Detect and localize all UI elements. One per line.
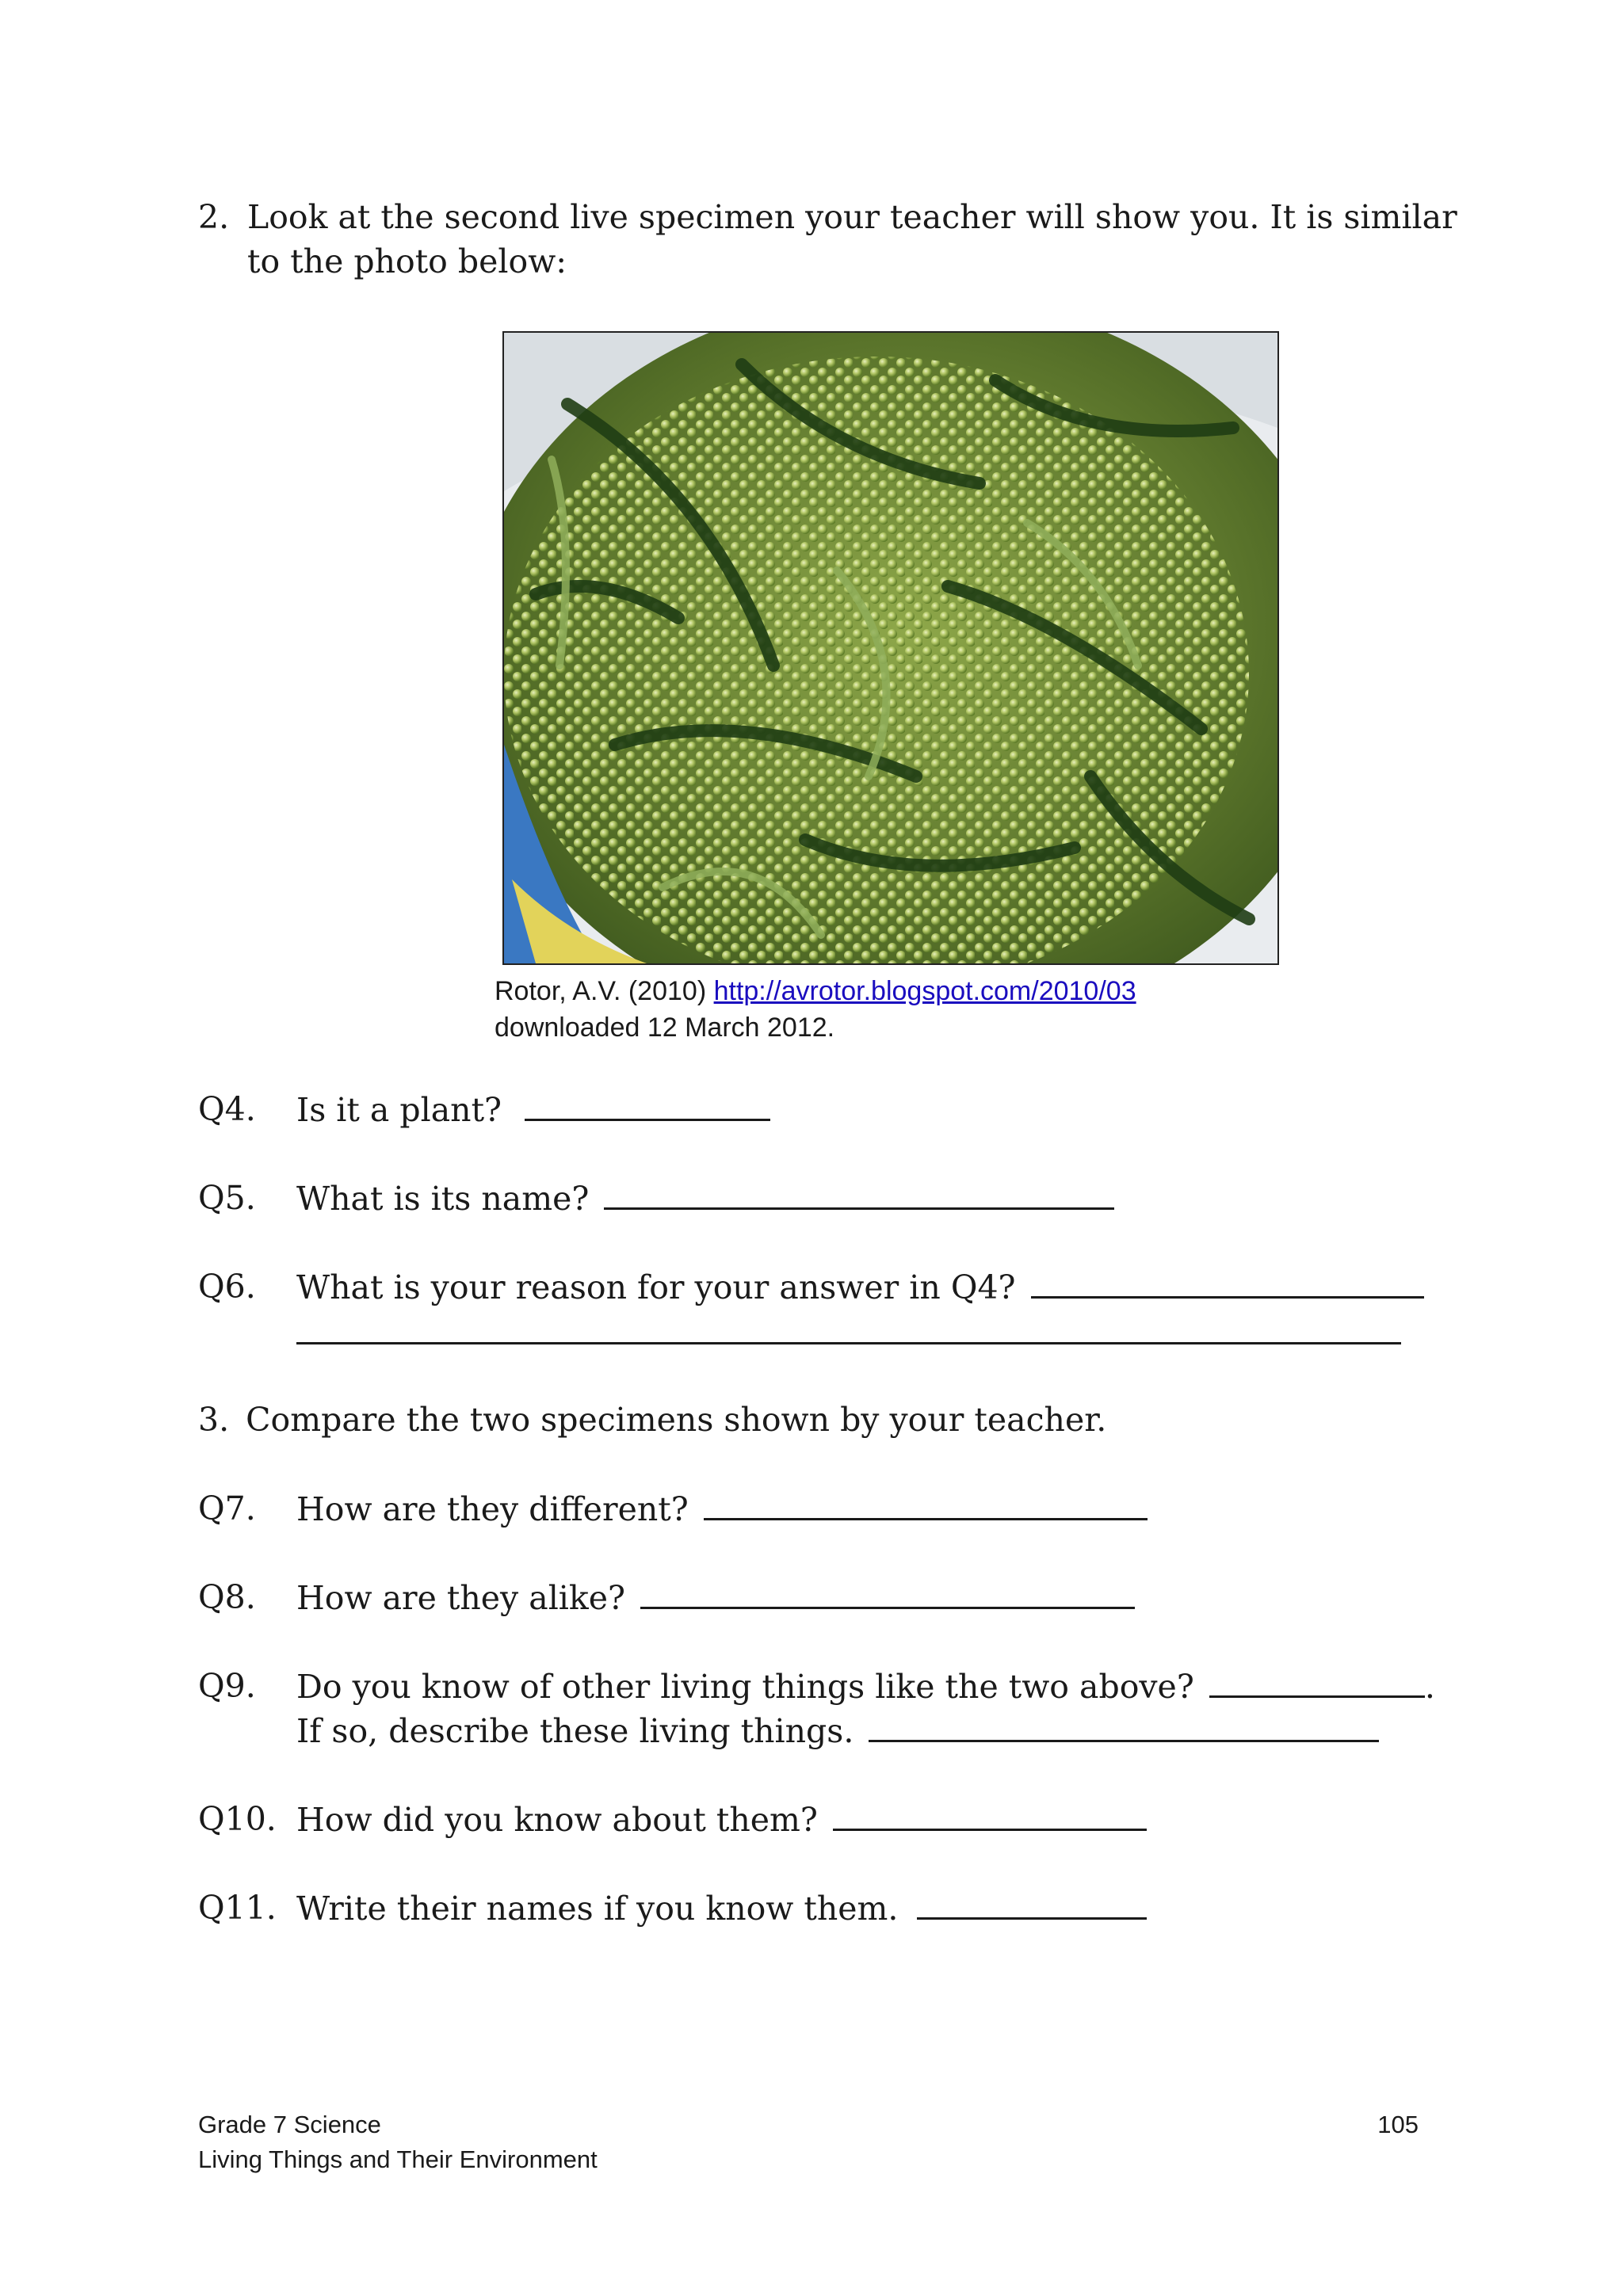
q8-label: How are they alike? xyxy=(296,1579,626,1617)
q5-label: What is its name? xyxy=(296,1180,590,1218)
q6-number: Q6. xyxy=(198,1268,256,1306)
item-3-number: 3. xyxy=(198,1401,230,1439)
item-2-line-1: Look at the second live specimen your teacher will show you. It is similar xyxy=(247,198,1457,236)
q4-text xyxy=(296,1087,770,1132)
q9-text-line-2 xyxy=(296,1708,1379,1753)
q11-text xyxy=(296,1886,1147,1931)
q6-label: What is your reason for your answer in Q4? xyxy=(296,1268,1016,1306)
q7-number: Q7. xyxy=(198,1489,256,1527)
q9-period: . xyxy=(1424,1668,1435,1706)
q11-label: Write their names if you know them. xyxy=(296,1890,899,1928)
q8-number: Q8. xyxy=(198,1578,256,1616)
photo-caption xyxy=(495,973,1136,1046)
q9-answer-blank[interactable] xyxy=(1209,1664,1425,1698)
q6-answer-blank-line-2[interactable] xyxy=(296,1310,1401,1344)
q6-answer-blank[interactable] xyxy=(1031,1264,1424,1299)
q8-text xyxy=(296,1575,1135,1620)
specimen-photo xyxy=(502,331,1279,965)
q7-text xyxy=(296,1486,1148,1531)
caption-line-1 xyxy=(495,973,1136,1009)
q10-number: Q10. xyxy=(198,1800,277,1838)
q10-label: How did you know about them? xyxy=(296,1801,818,1839)
q9-label-2: If so, describe these living things. xyxy=(296,1712,854,1750)
q7-label: How are they different? xyxy=(296,1490,689,1528)
item-3 xyxy=(198,1398,1106,1442)
q5-text xyxy=(296,1176,1114,1221)
item-2-line-2: to the photo below: xyxy=(247,242,567,280)
q10-text xyxy=(296,1797,1147,1842)
q9-description-blank[interactable] xyxy=(869,1708,1379,1742)
caption-author: Rotor, A.V. (2010) xyxy=(495,976,707,1006)
q5-answer-blank[interactable] xyxy=(604,1176,1114,1210)
item-3-text: Compare the two specimens shown by your teacher. xyxy=(246,1401,1107,1439)
q11-number: Q11. xyxy=(198,1889,277,1927)
page-number: 105 xyxy=(1377,2111,1419,2138)
q7-answer-blank[interactable] xyxy=(704,1486,1148,1520)
item-2-number: 2. xyxy=(198,198,230,236)
seaweed-image xyxy=(504,333,1277,963)
caption-line-2: downloaded 12 March 2012. xyxy=(495,1013,835,1043)
q6-text xyxy=(296,1264,1424,1310)
q11-answer-blank[interactable] xyxy=(917,1886,1147,1920)
q8-answer-blank[interactable] xyxy=(640,1575,1135,1609)
q10-answer-blank[interactable] xyxy=(833,1797,1147,1831)
q9-label: Do you know of other living things like the two above? xyxy=(296,1668,1194,1706)
footer xyxy=(198,2107,1419,2177)
footer-course: Grade 7 Science xyxy=(198,2111,381,2138)
q5-number: Q5. xyxy=(198,1179,256,1217)
q4-answer-blank[interactable] xyxy=(525,1087,770,1121)
q4-number: Q4. xyxy=(198,1090,256,1128)
caption-link[interactable]: http://avrotor.blogspot.com/2010/03 xyxy=(713,976,1136,1006)
q9-number: Q9. xyxy=(198,1667,256,1705)
q9-text xyxy=(296,1664,1435,1709)
q4-label: Is it a plant? xyxy=(296,1091,502,1129)
footer-unit: Living Things and Their Environment xyxy=(198,2145,598,2173)
